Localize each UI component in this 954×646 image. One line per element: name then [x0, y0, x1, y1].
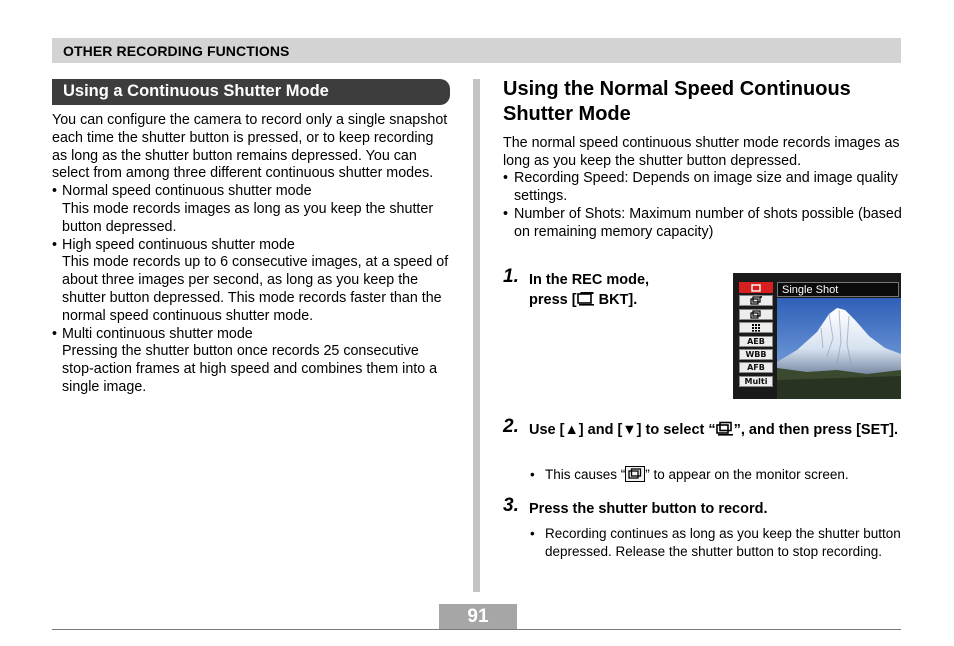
step-2-text-b: ”, and then press [SET]. — [733, 422, 898, 438]
step-3-text: Press the shutter button to record. — [529, 501, 768, 517]
step-1-line1: In the REC mode, — [529, 272, 650, 288]
spec-number-of-shots: • Number of Shots: Maximum number of shots possible (based on remaining memory capacity) — [503, 206, 903, 241]
menu-item-single-shot — [739, 282, 773, 293]
step-2 — [503, 416, 903, 440]
right-column — [503, 77, 903, 241]
right-intro: The normal speed continuous shutter mode records images as long as you keep the shutter button depressed. — [503, 135, 900, 169]
normal-continuous-icon — [750, 310, 762, 319]
mode-item-normal: • Normal speed continuous shutter mode — [52, 183, 452, 201]
mode-desc-high: This mode records up to 6 consecutive images, at a speed of about three images per second, as long as you keep the shutter button depressed. This mode records faster than the normal speed continuous shutter mode. — [62, 254, 449, 324]
mode-item-multi: • Multi continuous shutter mode — [52, 326, 452, 344]
spec-recording-speed: • Recording Speed: Depends on image size and image quality settings. — [503, 170, 903, 205]
menu-item-wbb: WBB — [739, 349, 773, 360]
single-shot-icon — [751, 284, 761, 292]
normal-continuous-icon — [716, 421, 734, 436]
step-2-number: 2. — [503, 416, 519, 437]
high-speed-continuous-icon — [750, 296, 762, 305]
left-intro: You can configure the camera to record only a single snapshot each time the shutter button is pressed, or to keep recording as long as the shutter button remains depressed. You can select from among three different continuous shutter modes. — [52, 112, 448, 182]
chapter-title: OTHER RECORDING FUNCTIONS — [63, 43, 290, 59]
mode-desc-multi: Pressing the shutter button once records 25 consecutive stop-action frames at high speed and combines them into a single image. — [62, 343, 438, 395]
mountain-photo — [777, 298, 901, 399]
footer-rule — [52, 629, 901, 630]
menu-item-aeb: AEB — [739, 336, 773, 347]
multi-grid-icon — [751, 323, 761, 332]
right-title: Using the Normal Speed Continuous Shutter Mode — [503, 78, 851, 125]
step-2-note — [529, 466, 901, 484]
left-column — [52, 79, 452, 397]
step-1-line2b: BKT]. — [594, 292, 638, 308]
step-3 — [503, 495, 768, 519]
step-1-line2a: press [ — [529, 292, 577, 308]
right-body — [503, 135, 903, 241]
menu-item-high-speed — [739, 295, 773, 306]
step-2-text-a: Use [▲] and [▼] to select “ — [529, 422, 716, 438]
step-3-note — [529, 525, 901, 560]
page-number: 91 — [439, 604, 517, 630]
step-1 — [503, 266, 650, 310]
step-1-number: 1. — [503, 266, 519, 287]
continuous-shutter-icon — [577, 291, 595, 306]
step-2-note-b: ” to appear on the monitor screen. — [645, 467, 849, 482]
left-body — [52, 112, 452, 397]
section-title: Using a Continuous Shutter Mode — [52, 79, 450, 105]
chapter-header-bar — [52, 38, 901, 63]
mode-item-high: • High speed continuous shutter mode — [52, 237, 452, 255]
mode-desc-normal: This mode records images as long as you keep the shutter button depressed. — [62, 200, 434, 235]
menu-item-normal-continuous — [739, 309, 773, 320]
step-3-number: 3. — [503, 495, 519, 516]
continuous-monitor-icon — [625, 466, 645, 482]
menu-item-multi: Multi — [739, 376, 773, 387]
shutter-mode-menu — [735, 282, 777, 389]
column-divider — [473, 79, 480, 592]
step-3-note-text: • Recording continues as long as you keep the shutter button depressed. Release the shutter button to stop recording. — [529, 525, 901, 560]
step-2-note-a: This causes “ — [545, 467, 626, 482]
menu-item-multi-grid — [739, 322, 773, 333]
screen-mode-label: Single Shot — [777, 282, 899, 297]
menu-item-afb: AFB — [739, 362, 773, 373]
camera-monitor-screen — [733, 273, 901, 399]
